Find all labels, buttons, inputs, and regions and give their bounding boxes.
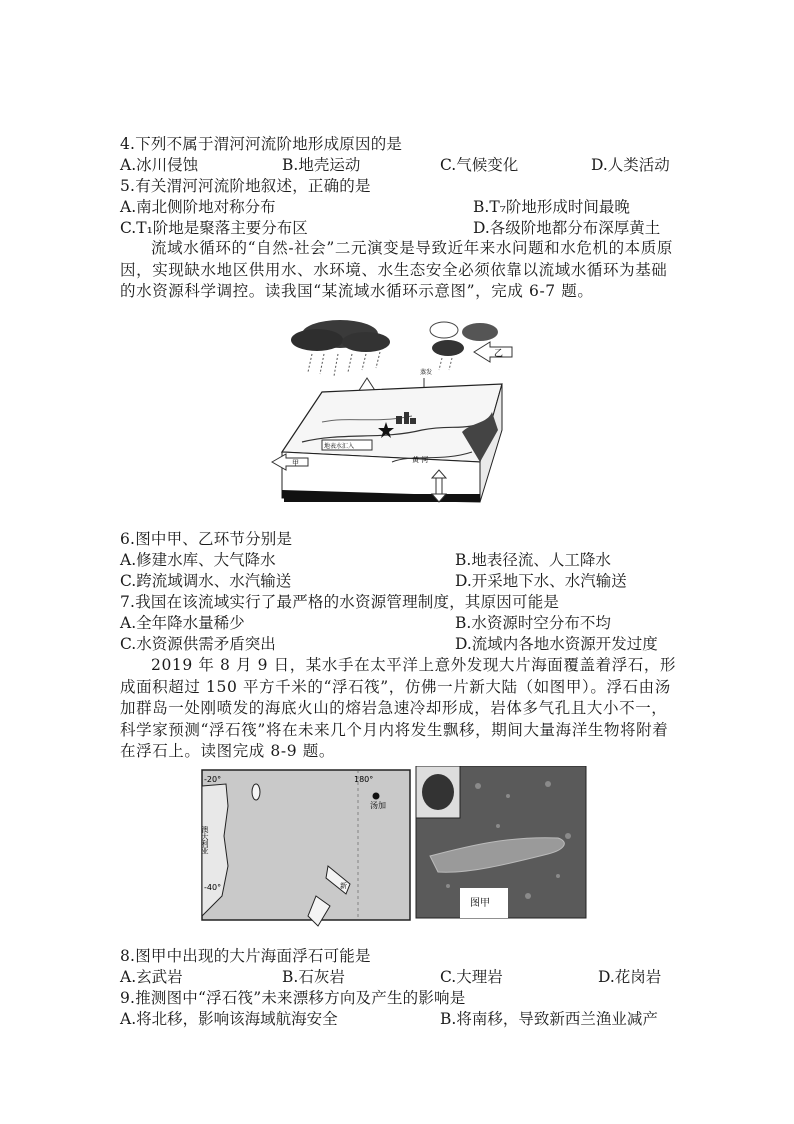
label-evaporation: 蒸发	[420, 369, 433, 376]
water-cycle-figure	[262, 312, 524, 514]
question-9-option-b: B.将南移，导致新西兰渔业减产	[440, 1010, 658, 1028]
label-yi: 乙	[494, 349, 504, 359]
passage-pumice-raft: 2019 年 8 月 9 日，某水手在太平洋上意外发现大片海面覆盖着浮石，形成面积超过 150 平方千米的“浮石筏”，仿佛一片新大陆（如图甲）。浮石由汤加群岛一处刚喷发的海底火山的熔岩急速冷却形成，岩体多气孔且大小不一，科学家预测“浮石筏”将在未来几个月内将发生飘移，期间大量海洋生物将附着在浮石上。读图完成 8-9 题。	[120, 656, 677, 760]
question-4-option-b: B.地壳运动	[282, 156, 361, 174]
question-8-option-d: D.花岗岩	[598, 968, 662, 986]
question-7-option-c: C.水资源供需矛盾突出	[120, 635, 276, 653]
label-transfer: 地表水汇入	[324, 443, 355, 450]
label-groundwater: 地下水	[292, 502, 313, 510]
passage-water-cycle: 流域水循环的“自然-社会”二元演变是导致近年来水问题和水危机的本质原因，实现缺水地区供用水、水环境、水生态安全必须依靠以流域水循环为基础的水资源科学调控。读我国“某流域水循环示意图”，完成 6-7 题。	[120, 239, 673, 300]
label-yellow-river: 黄 河	[412, 456, 429, 464]
question-8-option-a: A.玄武岩	[120, 968, 183, 986]
question-5-option-c: C.T₁阶地是聚落主要分布区	[120, 219, 308, 237]
question-6-option-a: A.修建水库、大气降水	[120, 551, 276, 569]
question-5-stem: 5.有关渭河河流阶地叙述，正确的是	[120, 177, 371, 195]
question-4-option-a: A.冰川侵蚀	[120, 156, 199, 174]
question-6-option-b: B.地表径流、人工降水	[455, 551, 611, 569]
question-8-option-c: C.大理岩	[440, 968, 503, 986]
pumice-figure	[198, 766, 588, 932]
label-lon-top: 180°	[354, 775, 374, 784]
question-9-stem: 9.推测图中“浮石筏”未来漂移方向及产生的影响是	[120, 989, 466, 1007]
question-5-option-d: D.各级阶地都分布深厚黄土	[473, 219, 661, 237]
yi-arrow-icon	[474, 342, 512, 362]
question-6-option-c: C.跨流域调水、水汽输送	[120, 572, 292, 590]
tonga-marker-icon	[373, 793, 380, 800]
question-7-stem: 7.我国在该流域实行了最严格的水资源管理制度，其原因可能是	[120, 593, 560, 611]
question-6-stem: 6.图中甲、乙环节分别是	[120, 530, 293, 548]
question-4-stem: 4.下列不属于渭河河流阶地形成原因的是	[120, 135, 403, 153]
question-7-option-b: B.水资源时空分布不均	[455, 614, 611, 632]
label-jia: 甲	[292, 459, 299, 467]
label-lat-bottom: -40°	[204, 883, 222, 892]
figure-caption: 图甲	[470, 898, 490, 909]
rain-cloud-icon	[291, 320, 390, 376]
question-7-option-a: A.全年降水量稀少	[120, 614, 245, 632]
label-tonga: 汤加	[370, 801, 386, 810]
question-4-option-d: D.人类活动	[591, 156, 670, 174]
question-8-stem: 8.图甲中出现的大片海面浮石可能是	[120, 947, 371, 965]
question-8-option-b: B.石灰岩	[282, 968, 345, 986]
label-nz: 新	[340, 882, 347, 890]
label-australia: 澳大利亚	[201, 826, 209, 854]
question-7-option-d: D.流域内各地水资源开发过度	[455, 635, 658, 653]
question-5-option-a: A.南北侧阶地对称分布	[120, 198, 276, 216]
question-6-option-d: D.开采地下水、水汽输送	[455, 572, 627, 590]
question-5-option-b: B.T₇阶地形成时间最晚	[473, 198, 630, 216]
question-9-option-a: A.将北移，影响该海域航海安全	[120, 1010, 338, 1028]
question-4-option-c: C.气候变化	[440, 156, 519, 174]
label-lat-top: -20°	[204, 775, 222, 784]
